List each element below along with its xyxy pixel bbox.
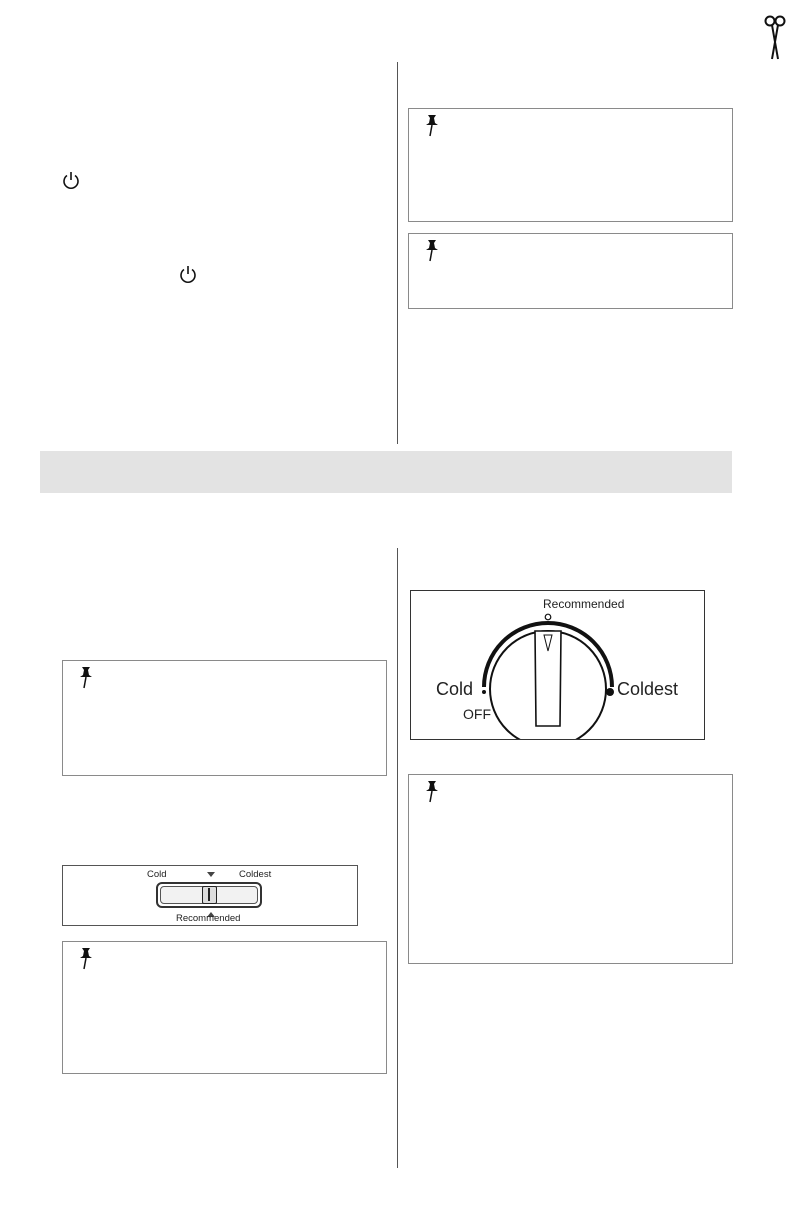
column-divider-bottom — [397, 548, 398, 1168]
note-box — [408, 108, 733, 222]
pushpin-icon — [423, 238, 441, 262]
dial-graphic — [411, 591, 704, 739]
note-box — [62, 941, 387, 1074]
slider-left-label: Cold — [147, 869, 167, 880]
section-heading-bar — [40, 451, 732, 493]
dial-top-label: Recommended — [543, 597, 625, 611]
dial-left-sub-label: OFF — [463, 706, 491, 722]
pushpin-icon — [423, 779, 441, 803]
note-box — [408, 774, 733, 964]
slider-track — [156, 882, 262, 908]
pushpin-icon — [77, 665, 95, 689]
arrow-down-icon — [207, 872, 215, 878]
slider-control-figure — [62, 865, 358, 926]
power-icon — [178, 264, 198, 284]
dial-left-label: Cold — [436, 679, 474, 699]
slider-bottom-label: Recommended — [176, 913, 241, 924]
note-box — [62, 660, 387, 776]
dial-right-label: Coldest — [617, 679, 679, 699]
power-icon — [61, 170, 81, 190]
slider-thumb[interactable] — [202, 886, 217, 904]
pushpin-icon — [77, 946, 95, 970]
dial-control-figure — [410, 590, 705, 740]
pushpin-icon — [423, 113, 441, 137]
column-divider-top — [397, 62, 398, 444]
scissors-icon — [764, 14, 786, 64]
note-box — [408, 233, 733, 309]
slider-right-label: Coldest — [239, 869, 272, 880]
